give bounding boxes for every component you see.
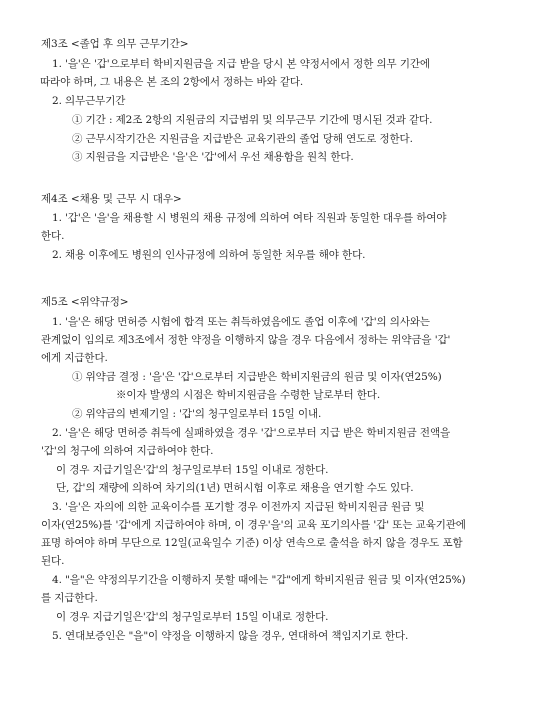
article-3-sub-1: ① 기간 : 제2조 2항의 지원금의 지급범위 및 의무근무 기간에 명시된 것과 같다. (72, 114, 433, 126)
article-5-item-2-cont: '갑'의 청구에 의하여 지급하여야 한다. (41, 445, 214, 457)
article-3-sub-2: ② 근무시작기간은 지원금을 지급받은 교육기관의 졸업 당해 연도로 정한다. (72, 133, 413, 145)
article-5-sub-2: ② 위약금의 변제기일 : '갑'의 청구일로부터 15일 이내. (72, 408, 322, 420)
article-5-sub-1: ① 위약금 결정 : '을'은 '갑'으로부터 지급받은 학비지원금의 원금 및 이자(연25%) (72, 371, 442, 383)
article-3-sub-3: ③ 지원금을 지급받은 '을'은 '갑'에서 우선 채용함을 원칙 한다. (72, 151, 354, 163)
article-3-item-2: 2. 의무근무기간 (52, 95, 126, 107)
article-4-item-1-cont: 한다. (41, 230, 65, 242)
article-5-item-5: 5. 연대보증인은 "을"이 약정을 이행하지 않을 경우, 연대하여 책임지기로 한다. (52, 630, 409, 642)
article-5-item-3-cont-b: 표명 하여야 하며 무단으로 12일(교육일수 기준) 이상 연속으로 출석을 하지 않을 경우도 포함 (41, 537, 463, 549)
article-4-heading: 제4조 <채용 및 근무 시 대우> (41, 193, 182, 205)
article-5-item-1: 1. '을'은 해당 면허증 시험에 합격 또는 취득하였음에도 졸업 이후에 '갑'의 의사와는 (52, 316, 430, 328)
article-5-item-3-cont-a: 이자(연25%)를 '갑'에게 지급하여야 하며, 이 경우'을'의 교육 포기의사를 '갑' 또는 교육기관에 (41, 519, 466, 531)
article-5-item-1-cont-b: 에게 지급한다. (41, 352, 108, 364)
article-3-heading: 제3조 <졸업 후 의무 근무기간> (41, 38, 189, 50)
article-4-item-2: 2. 채용 이후에도 병원의 인사규정에 의하여 동일한 처우를 해야 한다. (52, 249, 366, 261)
article-3-item-1: 1. '을'은 '갑'으로부터 학비지원금을 지급 받을 당시 본 약정서에서 정한 의무 기간에 (52, 58, 430, 70)
article-5-sub-1-note: ※이자 발생의 시점은 학비지원금을 수령한 날로부터 한다. (116, 389, 381, 401)
article-4-item-1: 1. '갑'은 '을'을 채용할 시 병원의 채용 규정에 의하여 여타 직원과 동일한 대우를 하여야 (52, 212, 447, 224)
article-5-item-4: 4. "을"은 약정의무기간을 이행하지 못할 때에는 "갑"에게 학비지원금 원금 및 이자(연25%) (52, 574, 466, 586)
article-5-item-2-deadline: 이 경우 지급기일은'갑'의 청구일로부터 15일 이내로 정한다. (56, 464, 329, 476)
article-5-item-3-cont-c: 된다. (41, 555, 65, 567)
article-5-item-4-deadline: 이 경우 지급기일은'갑'의 청구일로부터 15일 이내로 정한다. (56, 611, 329, 623)
article-5-item-4-cont: 를 지급한다. (41, 592, 98, 604)
article-5-item-2: 2. '을'은 해당 면허증 취득에 실패하였을 경우 '갑'으로부터 지급 받은 학비지원금 전액을 (52, 427, 451, 439)
article-5-item-3: 3. '을'은 자의에 의한 교육이수를 포기할 경우 이전까지 지급된 학비지원금 원금 및 (52, 501, 425, 513)
article-3-item-1-cont: 따라야 하며, 그 내용은 본 조의 2항에서 정하는 바와 같다. (40, 76, 304, 88)
article-5-item-1-cont-a: 관계없이 임의로 제3조에서 정한 약정을 이행하지 않을 경우 다음에서 정하는 위약금을 '갑' (41, 334, 451, 346)
article-5-item-2-proviso: 단, 갑'의 재량에 의하여 차기의(1년) 면허시험 이후로 채용을 연기할 수도 있다. (56, 482, 414, 494)
article-5-heading: 제5조 <위약규정> (41, 296, 129, 308)
